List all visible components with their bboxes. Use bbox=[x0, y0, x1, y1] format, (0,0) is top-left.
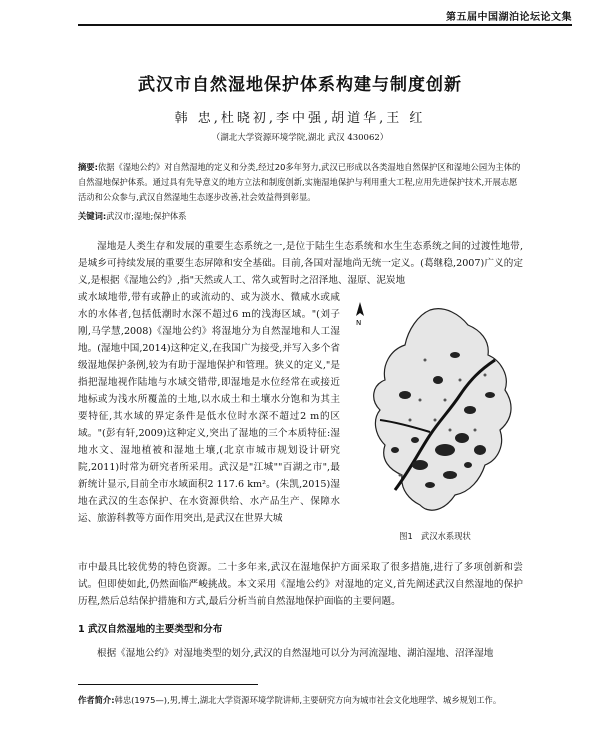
affiliation: （湖北大学资源环境学院,湖北 武汉 430062） bbox=[211, 133, 389, 143]
keywords-text: 武汉市;湿地;保护体系 bbox=[106, 211, 187, 221]
authors: 韩 忠,杜晓初,李中强,胡道华,王 红 bbox=[174, 111, 426, 126]
city-boundary bbox=[374, 309, 511, 511]
abstract-label: 摘要: bbox=[78, 162, 98, 172]
north-arrow-icon bbox=[356, 302, 364, 327]
abstract-text: 依据《湿地公约》对自然湿地的定义和分类,经过20多年努力,武汉已形成以各类湿地自然保护区和湿地公园为主体的自然湿地保护体系。通过具有先导意义的地方立法和制度创新,实施湿地保护与利用重大工程,应用先进保护技术,开展志愿活动和公众参与,武汉自然湿地生态逐步改善,社会效益得到彰显。 bbox=[78, 162, 521, 202]
svg-text:N: N bbox=[356, 319, 362, 327]
map-graphic bbox=[350, 300, 520, 525]
abstract bbox=[78, 160, 523, 205]
keywords bbox=[78, 210, 523, 222]
keywords-label: 关键词: bbox=[78, 211, 107, 221]
running-header: 第五届中国湖泊论坛论文集 bbox=[446, 12, 572, 23]
body-paragraph-1-side: 或水域地带,带有或静止的或流动的、或为淡水、微咸水或咸水的水体者,包括低潮时水深不超过6 m的浅海区域。"(刘子刚,马学慧,2008)《湿地公约》将湿地分为自然湿地和人工湿地。(湿地中国,2014)这种定义,在我国广为接受,并写入多个省级湿地保护条例,较为有助于湿地保护和管理。狭义的定义,"是指把湿地视作陆地与水域交错带,即湿地是水位经常在或接近地标或为浅水所覆盖的土地,以水成土和土壤水分饱和为其主要特征,其水域的界定条件是低水位时水深不超过2 m的区域。"(彭有轩,2009)这种定义,突出了湿地的三个本质特征:湿地水文、湿地植被和湿地土壤,(北京市城市规划设计研究院,2011)时常为研究者所采用。武汉是"江城""百湖之市",最新统计显示,目前全市水域面积2 117.6 km²。(朱凯,2015)湿地在武汉的生态保护、在水资源供给、水产品生产、保障水运、旅游科教等方面作用突出,是武汉在世界大城 bbox=[78, 292, 340, 524]
footnote-text: 韩忠(1975—),男,博士,湖北大学资源环境学院讲师,主要研究方向为城市社会文化地理学、城乡规划工作。 bbox=[114, 695, 502, 705]
body-paragraph-2: 根据《湿地公约》对湿地类型的划分,武汉的自然湿地可以分为河流湿地、湖泊湿地、沼泽湿地 bbox=[97, 648, 494, 659]
section-heading: 1 武汉自然湿地的主要类型和分布 bbox=[78, 624, 223, 635]
wuhan-water-system-map bbox=[350, 300, 520, 525]
body-paragraph-1-bottom: 市中最具比较优势的特色资源。二十多年来,武汉在湿地保护方面采取了很多措施,进行了多项创新和尝试。但即使如此,仍然面临严峻挑战。本文采用《湿地公约》对湿地的定义,首先阐述武汉自然湿地的保护历程,然后总结保护措施和方式,最后分析当前自然湿地保护面临的主要问题。 bbox=[78, 562, 523, 607]
article-title: 武汉市自然湿地保护体系构建与制度创新 bbox=[138, 75, 462, 95]
footnote-label: 作者简介: bbox=[78, 695, 115, 705]
author-footnote bbox=[78, 693, 523, 707]
footnote-rule bbox=[78, 684, 258, 685]
header-rule bbox=[78, 24, 572, 26]
figure-caption: 图1 武汉水系现状 bbox=[399, 531, 471, 541]
body-paragraph-1-top: 湿地是人类生存和发展的重要生态系统之一,是位于陆生生态系统和水生生态系统之间的过渡性地带,是城乡可持续发展的重要生态屏障和安全基础。目前,各国对湿地尚无统一定义。(葛继稳,2007)广义的定义,是根据《湿地公约》,指"天然或人工、常久或暂时之沼泽地、湿原、泥炭地 bbox=[78, 241, 523, 286]
